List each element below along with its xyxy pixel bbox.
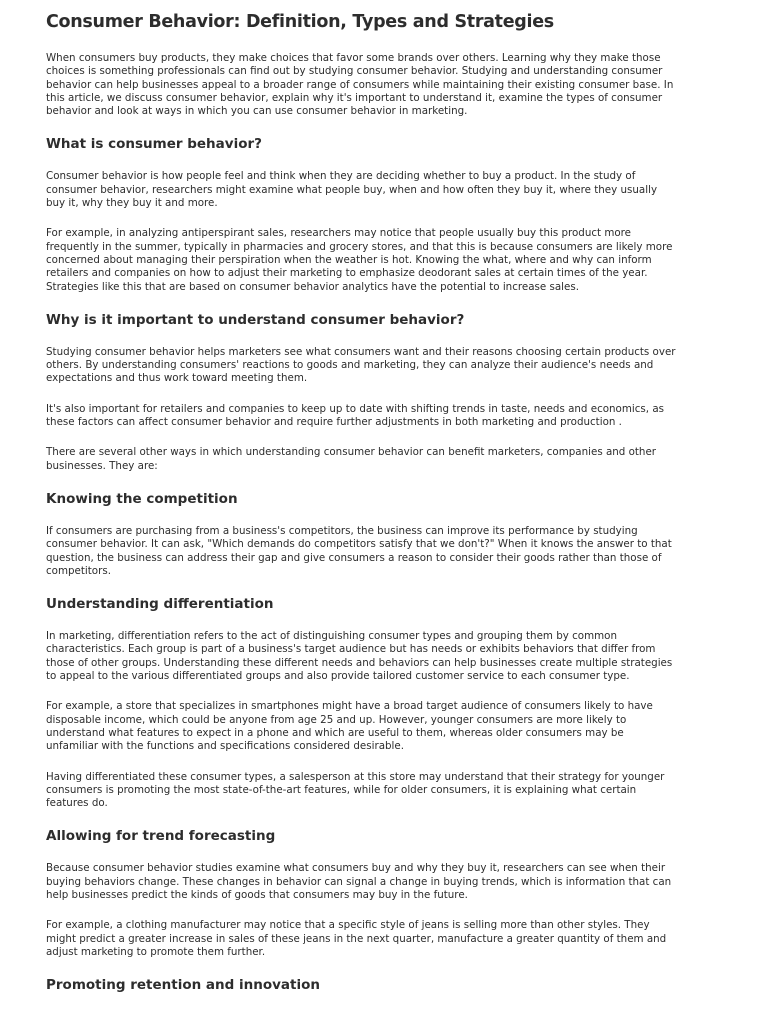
section-heading-trend-forecasting: Allowing for trend forecasting <box>46 828 276 845</box>
article <box>46 10 676 1011</box>
section-heading-competition: Knowing the competition <box>46 490 238 507</box>
paragraph: Studying consumer behavior helps marketers see what consumers want and their reasons choosing certain products over others. By understanding consumers' reactions to goods and marketing, they can analyze their audience's needs and expectations and thus work toward meeting them. <box>46 345 676 385</box>
paragraph: It's also important for retailers and companies to keep up to date with shifting trends in taste, needs and economics, as these factors can affect consumer behavior and require further adjustments in both marketing and production . <box>46 402 664 429</box>
paragraph: If consumers are purchasing from a business's competitors, the business can improve its performance by studying consumer behavior. It can ask, "Which demands do competitors satisfy that we don't?" When it knows the answer to that question, the business can address their gap and give consumers a reason to consider their goods rather than those of competitors. <box>46 524 672 577</box>
intro-paragraph: When consumers buy products, they make choices that favor some brands over others. Learning why they make those choices is something professionals can find out by studying consumer behavior. Studying and understanding consumer behavior can help businesses appeal to a broader range of consumers while maintaining their existing consumer base. In this article, we discuss consumer behavior, explain why it's important to understand it, examine the types of consumer behavior and look at ways in which you can use consumer behavior in marketing. <box>46 52 674 118</box>
paragraph: In marketing, differentiation refers to the act of distinguishing consumer types and grouping them by common characteristics. Each group is part of a business's target audience but has needs or exhibits behaviors that differ from those of other groups. Understanding these different needs and behaviors can help businesses create multiple strategies to appeal to the various differentiated groups and also provide tailored customer service to each consumer type. <box>46 630 673 683</box>
paragraph: For example, a store that specializes in smartphones might have a broad target audience of consumers likely to have disposable income, which could be anyone from age 25 and up. However, younger consumers are more likely to understand what features to expect in a phone and which are useful to them, whereas older consumers may be unfamiliar with the functions and specifications considered desirable. <box>46 700 653 753</box>
paragraph: Because consumer behavior studies examine what consumers buy and why they buy it, researchers can see when their buying behaviors change. These changes in behavior can signal a change in buying trends, which is information that can help businesses predict the kinds of goods that consumers may buy in the future. <box>46 862 672 901</box>
paragraph: For example, in analyzing antiperspirant sales, researchers may notice that people usually buy this product more frequently in the summer, typically in pharmacies and grocery stores, and that this is because consumers are likely more concerned about managing their perspiration when the weather is hot. Knowing the what, where and why can inform retailers and companies on how to adjust their marketing to emphasize deodorant sales at certain times of the year. Strategies like this that are based on consumer behavior analytics have the potential to increase sales. <box>46 227 673 293</box>
paragraph: Consumer behavior is how people feel and think when they are deciding whether to buy a product. In the study of consumer behavior, researchers might examine what people buy, when and how often they buy it, where they usually buy it, why they buy it and more. <box>46 170 658 210</box>
section-heading-why-important: Why is it important to understand consumer behavior? <box>46 311 465 328</box>
section-heading-retention: Promoting retention and innovation <box>46 977 321 994</box>
paragraph: There are several other ways in which understanding consumer behavior can benefit marketers, companies and other businesses. They are: <box>46 446 657 472</box>
article-title: Consumer Behavior: Definition, Types and Strategies <box>46 12 554 32</box>
paragraph: Having differentiated these consumer types, a salesperson at this store may understand that their strategy for younger consumers is promoting the most state-of-the-art features, while for older consumers, it is explaining what certain features do. <box>46 770 665 810</box>
section-heading-what-is: What is consumer behavior? <box>46 136 262 153</box>
section-heading-differentiation: Understanding differentiation <box>46 596 274 613</box>
paragraph: For example, a clothing manufacturer may notice that a specific style of jeans is selling more than other styles. They might predict a greater increase in sales of these jeans in the next quarter, manufacture a greater quantity of them and adjust marketing to promote them further. <box>46 919 667 958</box>
